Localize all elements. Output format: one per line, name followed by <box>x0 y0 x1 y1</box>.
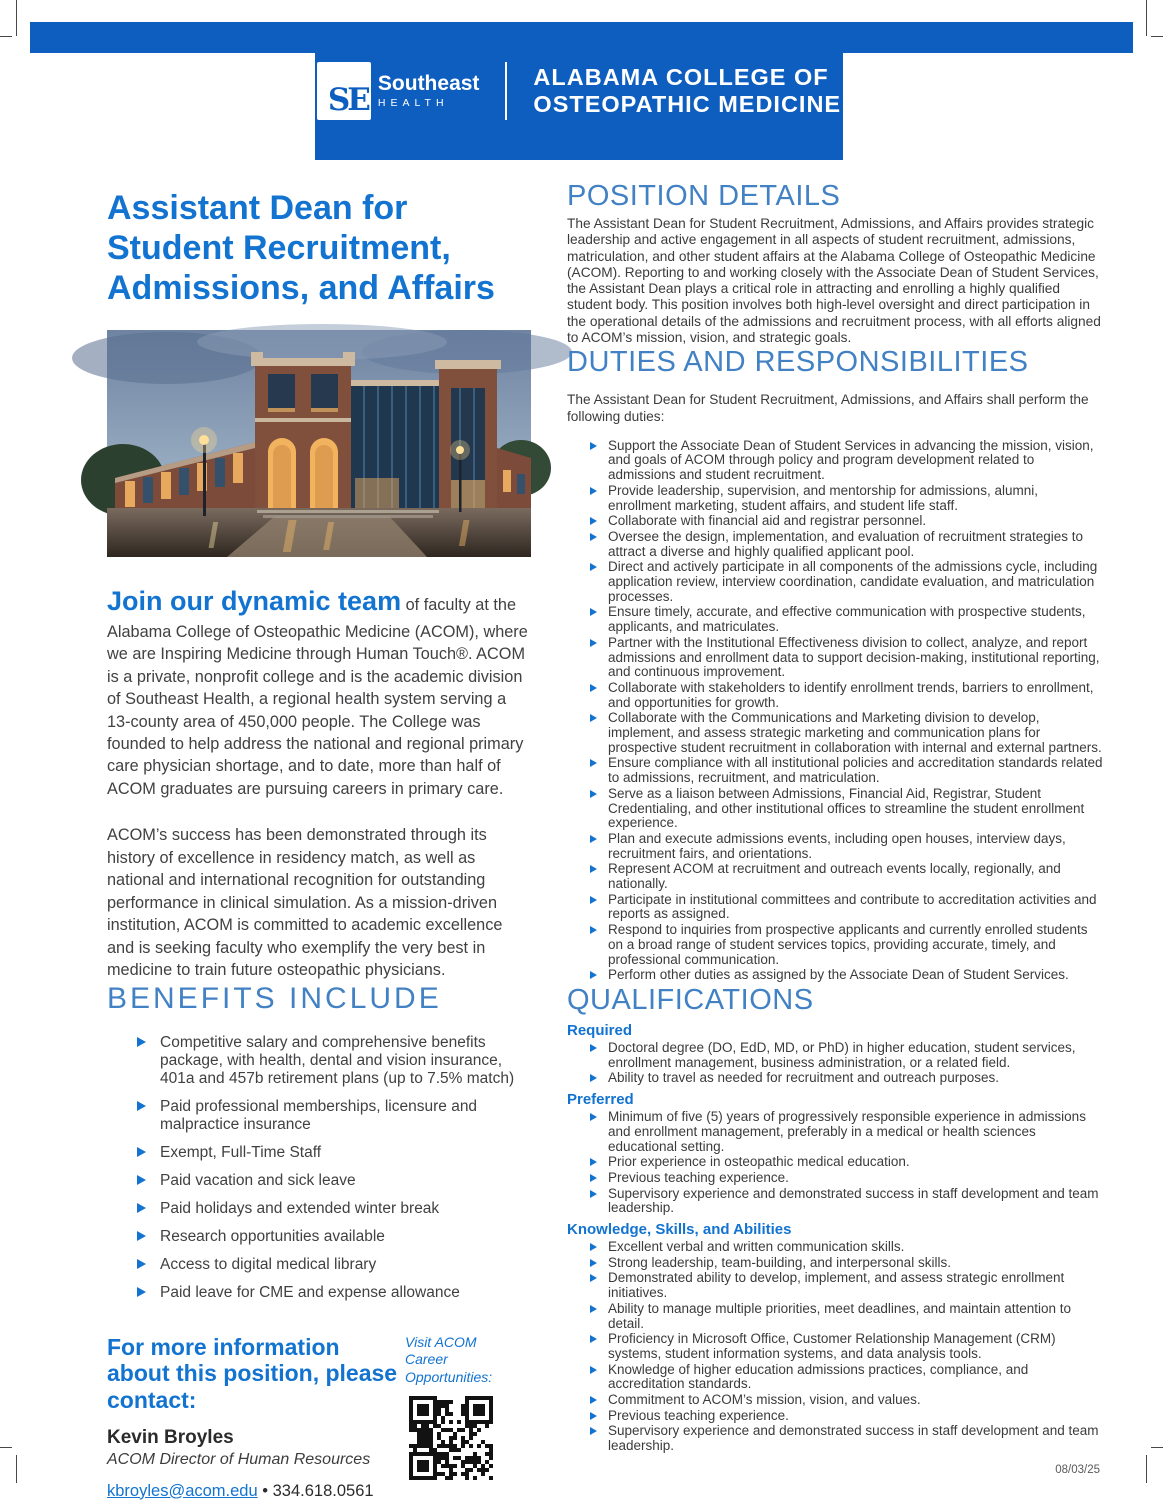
bullet-triangle-icon <box>590 1305 597 1313</box>
list-item <box>590 636 1104 680</box>
list-item <box>137 1200 531 1218</box>
intro-rest: of faculty at the Alabama College of Osteopathic Medicine (ACOM), where we are Inspiring Medicine through Human Touch®. ACOM is a private, nonprofit college and is the academic division of Southeast Health, a regional health system serving a 13-county area of 450,000 people. The College was founded to help address the national and regional primary care physician shortage, and to date, more than half of ACOM graduates are pursuing careers in primary care. <box>107 596 528 798</box>
list-item <box>590 787 1104 831</box>
list-item-text: Competitive salary and comprehensive benefits package, with health, dental and vision insurance, 401a and 457b retirement plans (up to 7.5% match) <box>160 1033 515 1087</box>
list-item-text: Prior experience in osteopathic medical education. <box>608 1154 910 1170</box>
college-name-line1: ALABAMA COLLEGE OF <box>533 63 829 90</box>
list-item <box>590 1424 1104 1453</box>
contact-section <box>107 1334 531 1501</box>
list-item <box>137 1228 531 1246</box>
bullet-triangle-icon <box>137 1147 146 1157</box>
ksa-subheading: Knowledge, Skills, and Abilities <box>567 1221 792 1239</box>
duties-heading: DUTIES AND RESPONSIBILITIES <box>567 346 1029 379</box>
list-item-text: Minimum of five (5) years of progressively responsible experience in admissions and enrollment management, preferably in a medical or health sciences educational setting. <box>608 1109 1086 1154</box>
duties-list <box>567 439 1104 983</box>
list-item <box>590 756 1104 785</box>
bullet-triangle-icon <box>590 835 597 843</box>
bullet-triangle-icon <box>590 790 597 798</box>
contact-line <box>107 1482 403 1501</box>
list-item-text: Doctoral degree (DO, EdD, MD, or PhD) in higher education, student services, enrollment management, business administration, or a related field. <box>608 1040 1076 1070</box>
list-item-text: Partner with the Institutional Effectiveness division to collect, analyze, and report admissions and enrollment data to support decision-making, institutional reporting, and continuous improvement. <box>608 634 1100 680</box>
list-item-text: Ability to manage multiple priorities, meet deadlines, and maintain attention to detail. <box>608 1300 1072 1331</box>
college-name <box>533 64 841 119</box>
list-item-text: Participate in institutional committees and contribute to accreditation activities and reports as assigned. <box>608 891 1097 922</box>
bullet-triangle-icon <box>590 639 597 647</box>
bullet-triangle-icon <box>590 1366 597 1374</box>
position-details-text: The Assistant Dean for Student Recruitment, Admissions, and Affairs provides strategic leadership and active engagement in all aspects of student recruitment, admissions, matriculation, and other student affairs at the Alabama College of Osteopathic Medicine (ACOM). Reporting to and working closely with the Associate Dean of Student Services, the Assistant Dean plays a critical role in attracting and enrolling a highly qualified student body. This position involves both high-level oversight and direct participation in the operational details of the admissions and recruitment process, with all efforts aligned to ACOM’s mission, vision, and strategic goals. <box>567 216 1101 346</box>
list-item-text: Proficiency in Microsoft Office, Customer Relationship Management (CRM) systems, student information systems, and data analysis tools. <box>608 1331 1056 1361</box>
bullet-triangle-icon <box>137 1231 146 1241</box>
list-item-text: Direct and actively participate in all components of the admissions cycle, including application review, interview coordination, candidate evaluation, and matriculation processes. <box>608 559 1098 604</box>
list-item <box>137 1256 531 1274</box>
list-item <box>590 560 1104 604</box>
left-column <box>107 188 531 1501</box>
list-item <box>590 1332 1104 1361</box>
list-item-text: Commitment to ACOM’s mission, vision, and values. <box>608 1392 921 1408</box>
list-item <box>590 1041 1104 1070</box>
list-item-text: Perform other duties as assigned by the Associate Dean of Student Services. <box>608 967 1069 983</box>
bullet-triangle-icon <box>590 1274 597 1282</box>
bullet-triangle-icon <box>590 1259 597 1267</box>
southeast-health-logo <box>317 62 371 120</box>
college-name-line2: OSTEOPATHIC MEDICINE <box>533 91 842 117</box>
bullet-triangle-icon <box>590 563 597 571</box>
benefits-list <box>107 1034 531 1302</box>
list-item-text: Access to digital medical library <box>160 1255 377 1273</box>
list-item <box>590 893 1104 922</box>
list-item-text: Collaborate with the Communications and Marketing division to develop, implement, and assess strategic marketing and communication plans for prospective student recruitment in collaboration with internal and external partners. <box>608 710 1102 755</box>
list-item <box>137 1144 531 1162</box>
list-item <box>590 1393 1104 1408</box>
list-item-text: Provide leadership, supervision, and mentorship for admissions, alumni, enrollment marketing, student affairs, and student life staff. <box>608 482 1038 513</box>
bullet-triangle-icon <box>590 1190 597 1198</box>
list-item-text: Ensure compliance with all institutional policies and accreditation standards related to admissions, recruitment, and matriculation. <box>608 755 1103 786</box>
list-item <box>590 1363 1104 1392</box>
list-item-text: Paid holidays and extended winter break <box>160 1199 440 1217</box>
campus-photo <box>107 330 531 557</box>
job-title: Assistant Dean for Student Recruitment, Admissions, and Affairs <box>107 189 495 308</box>
intro-paragraph <box>107 583 531 800</box>
list-item <box>590 514 1104 529</box>
bullet-triangle-icon <box>590 1113 597 1121</box>
contact-heading: For more information about this position, please contact: <box>107 1333 398 1413</box>
duties-intro: The Assistant Dean for Student Recruitment, Admissions, and Affairs shall perform the following duties: <box>567 392 1089 424</box>
bullet-triangle-icon <box>137 1037 146 1047</box>
bullet-triangle-icon <box>137 1287 146 1297</box>
list-item-text: Ensure timely, accurate, and effective communication with prospective students, applicants, and matriculates. <box>608 604 1086 635</box>
qualifications-heading: QUALIFICATIONS <box>567 984 814 1016</box>
list-item <box>590 530 1104 559</box>
contact-email-link[interactable]: kbroyles@acom.edu <box>107 1481 258 1500</box>
list-item-text: Supervisory experience and demonstrated success in staff development and team leadership. <box>608 1423 1099 1454</box>
bullet-triangle-icon <box>137 1203 146 1213</box>
crop-mark <box>1151 36 1163 37</box>
bullet-triangle-icon <box>590 1243 597 1251</box>
list-item-text: Support the Associate Dean of Student Services in advancing the mission, vision, and goals of ACOM through policy and program development related to admissions and student recruitment. <box>608 437 1094 483</box>
list-item-text: Plan and execute admissions events, including open houses, interview days, recruitment fairs, and orientations. <box>608 830 1066 861</box>
list-item <box>137 1284 531 1302</box>
bullet-triangle-icon <box>590 533 597 541</box>
list-item-text: Exempt, Full-Time Staff <box>160 1143 322 1161</box>
crop-mark <box>16 1455 17 1483</box>
list-item <box>590 1155 1104 1170</box>
bullet-triangle-icon <box>590 714 597 722</box>
list-item-text: Strong leadership, team-building, and interpersonal skills. <box>608 1254 951 1270</box>
preferred-subheading: Preferred <box>567 1091 634 1109</box>
crop-mark <box>1146 1455 1147 1483</box>
crop-mark <box>0 36 12 37</box>
list-item-text: Previous teaching experience. <box>608 1169 789 1185</box>
benefits-heading: BENEFITS INCLUDE <box>107 981 442 1015</box>
list-item <box>590 1171 1104 1186</box>
bullet-triangle-icon <box>590 759 597 767</box>
bullet-triangle-icon <box>590 442 597 450</box>
list-item-text: Supervisory experience and demonstrated success in staff development and team leadership. <box>608 1185 1099 1216</box>
list-item-text: Previous teaching experience. <box>608 1407 789 1423</box>
contact-block <box>107 1334 403 1501</box>
ksa-list <box>567 1240 1104 1454</box>
bullet-triangle-icon <box>137 1175 146 1185</box>
about-paragraph: ACOM’s success has been demonstrated through its history of excellence in residency match, as well as national and international recognition for outstanding performance in clinical simulation. As a mission-driven institution, ACOM is committed to academic excellence and is seeking faculty who exemplify the very best in medicine to train future osteopathic physicians. <box>107 826 503 980</box>
list-item <box>590 923 1104 967</box>
list-item-text: Ability to travel as needed for recruitment and outreach purposes. <box>608 1070 999 1086</box>
list-item-text: Collaborate with financial aid and registrar personnel. <box>608 513 927 529</box>
bullet-triangle-icon <box>590 926 597 934</box>
crop-mark <box>1151 1447 1163 1448</box>
required-subheading: Required <box>567 1022 633 1039</box>
list-item-text: Paid professional memberships, licensure and malpractice insurance <box>160 1097 478 1133</box>
logo-divider <box>505 62 507 120</box>
bullet-triangle-icon <box>590 487 597 495</box>
bullet-triangle-icon <box>590 896 597 904</box>
intro-lead: Join our dynamic team <box>107 586 402 617</box>
list-item-text: Collaborate with stakeholders to identify enrollment trends, barriers to enrollment, and opportunities for growth. <box>608 679 1094 710</box>
right-column <box>567 180 1104 1476</box>
health-label: HEALTH <box>377 97 449 109</box>
list-item <box>590 1187 1104 1216</box>
bullet-triangle-icon <box>590 517 597 525</box>
qr-code <box>405 1392 497 1484</box>
position-details-heading: POSITION DETAILS <box>567 180 841 212</box>
list-item-text: Respond to inquiries from prospective applicants and currently enrolled students on a broad range of student services topics, providing accurate, timely, and professional communication. <box>608 922 1088 967</box>
bullet-triangle-icon <box>590 684 597 692</box>
list-item <box>590 1271 1104 1300</box>
crop-mark <box>1146 0 1147 36</box>
list-item <box>590 1302 1104 1331</box>
bullet-triangle-icon <box>590 608 597 616</box>
southeast-health-wordmark <box>378 73 480 109</box>
bullet-triangle-icon <box>590 1044 597 1052</box>
crop-mark <box>16 0 17 36</box>
list-item <box>590 968 1104 983</box>
list-item <box>590 439 1104 483</box>
list-item-text: Research opportunities available <box>160 1227 385 1245</box>
list-item-text: Paid vacation and sick leave <box>160 1171 356 1189</box>
list-item <box>137 1034 531 1088</box>
list-item <box>590 1110 1104 1154</box>
bullet-triangle-icon <box>137 1259 146 1269</box>
bullet-triangle-icon <box>590 1427 597 1435</box>
contact-title: ACOM Director of Human Resources <box>107 1450 371 1468</box>
list-item <box>590 1409 1104 1424</box>
list-item-text: Oversee the design, implementation, and evaluation of recruitment strategies to attract a diverse and highly qualified applicant pool. <box>608 528 1084 559</box>
list-item-text: Demonstrated ability to develop, implement, and assess strategic enrollment initiatives. <box>608 1270 1065 1301</box>
bullet-triangle-icon <box>590 1174 597 1182</box>
contact-name: Kevin Broyles <box>107 1426 234 1448</box>
list-item-text: Serve as a liaison between Admissions, Financial Aid, Registrar, Student Credentialing, and other institutional offices to streamline the student enrollment experience. <box>608 785 1085 831</box>
list-item-text: Represent ACOM at recruitment and outreach events locally, regionally, and nationally. <box>608 861 1061 892</box>
list-item-text: Knowledge of higher education admissions practices, compliance, and accreditation standards. <box>608 1361 1029 1392</box>
southeast-name: Southeast <box>377 72 480 95</box>
contact-phone: 334.618.0561 <box>272 1481 374 1500</box>
bullet-triangle-icon <box>590 1335 597 1343</box>
bullet-triangle-icon <box>590 1412 597 1420</box>
se-monogram-icon: SE <box>327 82 368 118</box>
list-item <box>590 681 1104 710</box>
bullet-triangle-icon <box>590 1074 597 1082</box>
crop-mark <box>0 1447 12 1448</box>
list-item <box>590 832 1104 861</box>
list-item <box>590 1071 1104 1086</box>
list-item <box>590 862 1104 891</box>
bullet-triangle-icon <box>590 1158 597 1166</box>
bullet-separator: • <box>262 1481 269 1500</box>
required-list <box>567 1041 1104 1086</box>
bullet-triangle-icon <box>590 1396 597 1404</box>
preferred-list <box>567 1110 1104 1216</box>
header-logo-box <box>315 22 843 160</box>
qr-block <box>405 1334 515 1501</box>
list-item <box>137 1098 531 1134</box>
list-item <box>137 1172 531 1190</box>
list-item-text: Paid leave for CME and expense allowance <box>160 1283 460 1301</box>
list-item <box>590 484 1104 513</box>
qr-label: Visit ACOM Career Opportunities: <box>405 1333 493 1385</box>
bullet-triangle-icon <box>590 865 597 873</box>
bullet-triangle-icon <box>137 1101 146 1111</box>
list-item <box>590 711 1104 755</box>
list-item-text: Excellent verbal and written communication skills. <box>608 1239 905 1255</box>
list-item <box>590 1240 1104 1255</box>
list-item <box>590 605 1104 634</box>
revision-date: 08/03/25 <box>1055 1463 1100 1476</box>
bullet-triangle-icon <box>590 971 597 979</box>
list-item <box>590 1256 1104 1271</box>
